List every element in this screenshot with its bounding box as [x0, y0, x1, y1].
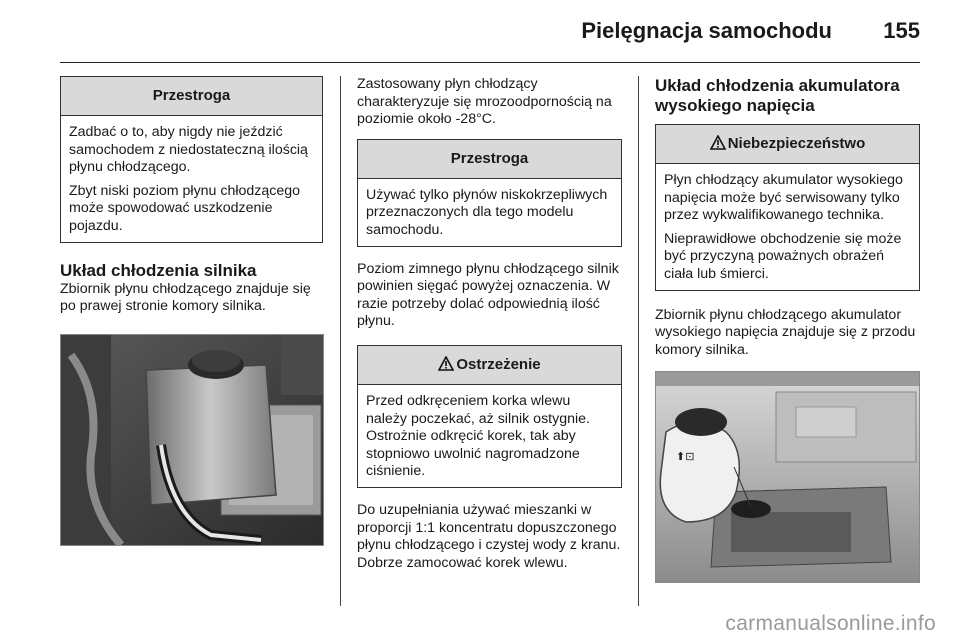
- svg-text:⬆⊡: ⬆⊡: [676, 451, 695, 464]
- section-title-engine-cooling: Układ chłodzenia silnika: [60, 260, 257, 280]
- warning-heading: Ostrzeżenie: [456, 355, 541, 373]
- watermark: carmanualsonline.info: [725, 612, 936, 635]
- engine-coolant-reservoir-photo: [60, 334, 324, 546]
- battery-cooling-text: Zbiornik płynu chłodzącego akumulator wysokiego napięcia znajduje się z przodu komory silnika.: [655, 306, 916, 358]
- page-number: 155: [883, 18, 920, 43]
- column-left: [60, 76, 323, 546]
- warning-text: Przed odkręceniem korka wlewu należy poczekać, aż silnik ostygnie. Ostrożnie odkręcić korek, tak aby stopniowo uwolnić nagromadzone ciśnienie.: [366, 392, 590, 480]
- engine-cooling-text: Zbiornik płynu chłodzącego znajduje się po prawej stronie komory silnika.: [60, 280, 311, 315]
- danger-heading-row: [656, 125, 919, 164]
- column-middle: [357, 76, 622, 586]
- caution-heading: Przestroga: [358, 140, 621, 179]
- column-right: [655, 76, 920, 583]
- caution-text: Zadbać o to, aby nigdy nie jeździć samochodem z niedostateczną ilością płynu chłodzącego.: [69, 124, 308, 176]
- coolant-level-text: Poziom zimnego płynu chłodzącego silnik powinien sięgać powyżej oznaczenia. W razie potrzeby dolać odpowiednią ilość płynu.: [357, 260, 619, 330]
- section-title-battery-cooling: Układ chłodzenia akumulatora wysokiego napięcia: [655, 76, 900, 115]
- front-engine-bay-illustration: [656, 372, 919, 582]
- column-divider: [340, 76, 341, 606]
- caution-heading: Przestroga: [61, 77, 322, 116]
- battery-coolant-reservoir-photo: [655, 371, 920, 583]
- page-title: Pielęgnacja samochodu: [581, 18, 832, 43]
- column-divider: [638, 76, 639, 606]
- warning-heading-row: [358, 346, 621, 385]
- warning-box: [357, 345, 622, 488]
- engine-bay-illustration: [61, 335, 323, 545]
- caution-text: Używać tylko płynów niskokrzepliwych przeznaczonych dla tego modelu samochodu.: [366, 186, 608, 238]
- danger-box: [655, 124, 920, 291]
- danger-text: Płyn chłodzący akumulator wysokiego napięcia może być serwisowany tylko przez wykwalifikowanego technika.: [664, 172, 903, 224]
- caution-text: Zbyt niski poziom płynu chłodzącego może spowodować uszkodzenie pojazdu.: [69, 182, 301, 234]
- warning-triangle-icon: [710, 135, 726, 150]
- warning-triangle-icon: [438, 356, 454, 371]
- caution-box: [60, 76, 323, 243]
- caution-box: [357, 139, 622, 247]
- danger-heading: Niebezpieczeństwo: [727, 135, 866, 152]
- page-header: [60, 0, 920, 63]
- danger-text: Nieprawidłowe obchodzenie się może być przyczyną poważnych obrażeń ciała lub śmierci.: [664, 230, 902, 282]
- coolant-intro-text: Zastosowany płyn chłodzący charakteryzuje się mrozoodpornością na poziomie około -28°C.: [357, 76, 612, 128]
- refill-text: Do uzupełniania używać mieszanki w proporcji 1:1 koncentratu dopuszczonego płynu chłodzącego i czystej wody z kranu. Dobrze zamocować korek wlewu.: [357, 501, 621, 571]
